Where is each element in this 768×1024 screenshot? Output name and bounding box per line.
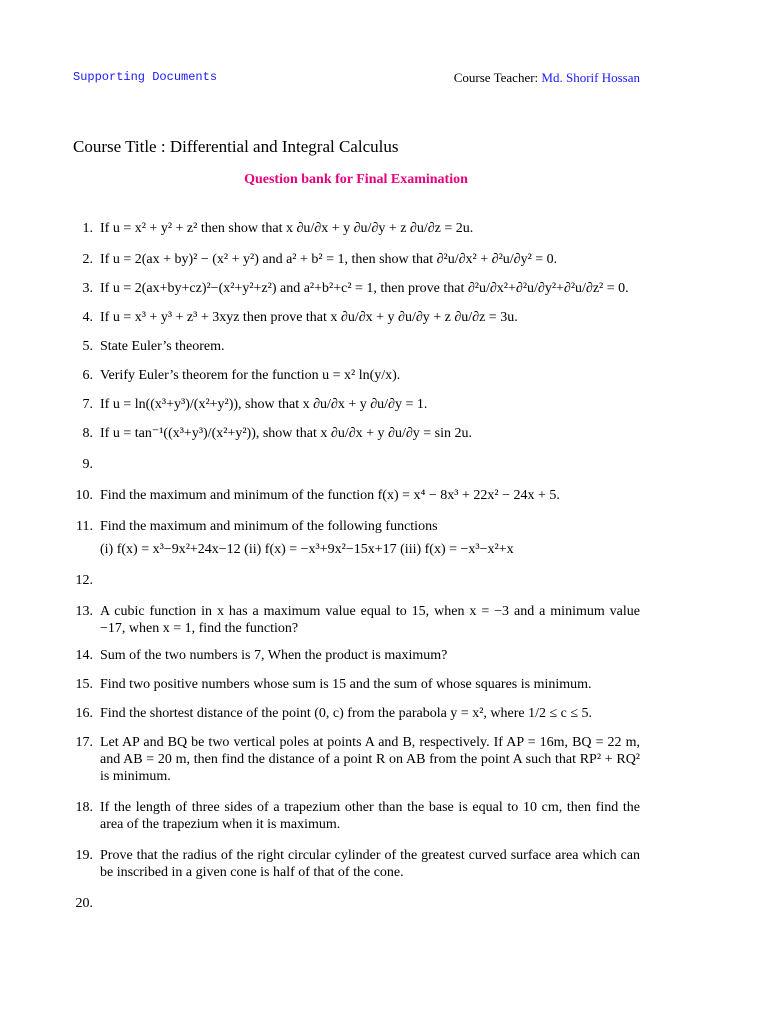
question-text: Verify Euler’s theorem for the function u = x² ln(y/x).	[100, 368, 401, 383]
question-item	[73, 603, 640, 637]
question-number: 19.	[75, 848, 93, 863]
question-item	[73, 799, 640, 833]
question-item	[73, 309, 640, 326]
question-item	[73, 456, 640, 473]
question-text: Find the shortest distance of the point (0, c) from the parabola y = x², where 1/2 ≤ c ≤ 5.	[100, 706, 593, 721]
question-item	[73, 647, 640, 664]
page-header	[73, 70, 640, 88]
question-number: 18.	[75, 800, 93, 815]
question-text	[100, 895, 640, 912]
question-number: 10.	[75, 488, 93, 503]
question-number: 8.	[82, 426, 93, 441]
question-list	[73, 220, 640, 912]
course-title: Course Title : Differential and Integral Calculus	[73, 137, 399, 156]
question-text: Find two positive numbers whose sum is 15 and the sum of whose squares is minimum.	[100, 677, 592, 692]
question-text: A cubic function in x has a maximum value equal to 15, when x = −3 and a minimum value −17, when x = 1, find the function?	[100, 604, 640, 636]
question-text	[100, 456, 640, 473]
question-number: 5.	[82, 339, 93, 354]
question-text: If the length of three sides of a trapezium other than the base is equal to 10 cm, then find the area of the trapezium when it is maximum.	[100, 800, 640, 832]
question-text: Let AP and BQ be two vertical poles at points A and B, respectively. If AP = 16m, BQ = 22 m, and AB = 20 m, then find the distance of a point R on AB from the point A such that RP² + RQ² is minimum.	[100, 735, 640, 784]
question-item	[73, 280, 640, 297]
question-number: 13.	[75, 604, 93, 619]
question-subparts: (i) f(x) = x³−9x²+24x−12 (ii) f(x) = −x³+9x²−15x+17 (iii) f(x) = −x³−x²+x	[100, 542, 514, 557]
question-item	[73, 367, 640, 384]
question-item	[73, 251, 640, 268]
question-item	[73, 734, 640, 785]
question-text: If u = tan⁻¹((x³+y³)/(x²+y²)), show that x ∂u/∂x + y ∂u/∂y = sin 2u.	[100, 426, 472, 441]
question-text: Find the maximum and minimum of the following functions	[100, 519, 438, 534]
question-text: Prove that the radius of the right circular cylinder of the greatest curved surface area which can be inscribed in a given cone is half of that of the cone.	[100, 848, 640, 880]
course-teacher	[454, 70, 640, 86]
question-item	[73, 518, 640, 558]
question-number: 9.	[82, 457, 93, 472]
course-teacher-name: Md. Shorif Hossan	[541, 70, 640, 85]
supporting-documents-label: Supporting Documents	[73, 70, 218, 84]
question-number: 7.	[82, 397, 93, 412]
question-text: Find the maximum and minimum of the function f(x) = x⁴ − 8x³ + 22x² − 24x + 5.	[100, 488, 560, 503]
question-number: 12.	[75, 573, 93, 588]
question-number: 3.	[82, 281, 93, 296]
question-item	[73, 676, 640, 693]
question-number: 6.	[82, 368, 93, 383]
question-text: State Euler’s theorem.	[100, 339, 225, 354]
question-number: 14.	[75, 648, 93, 663]
question-text: Sum of the two numbers is 7, When the product is maximum?	[100, 648, 448, 663]
question-number: 15.	[75, 677, 93, 692]
question-text: If u = ln((x³+y³)/(x²+y²)), show that x ∂u/∂x + y ∂u/∂y = 1.	[100, 397, 428, 412]
question-text: If u = x² + y² + z² then show that x ∂u/∂x + y ∂u/∂y + z ∂u/∂z = 2u.	[100, 221, 474, 236]
question-number: 11.	[76, 519, 93, 534]
question-text: If u = 2(ax+by+cz)²−(x²+y²+z²) and a²+b²+c² = 1, then prove that ∂²u/∂x²+∂²u/∂y²+∂²u/∂z² = 0.	[100, 281, 629, 296]
question-number: 1.	[82, 221, 93, 236]
question-text: If u = x³ + y³ + z³ + 3xyz then prove that x ∂u/∂x + y ∂u/∂y + z ∂u/∂z = 3u.	[100, 310, 518, 325]
question-item	[73, 705, 640, 722]
question-number: 16.	[75, 706, 93, 721]
question-item	[73, 847, 640, 881]
course-teacher-label: Course Teacher:	[453, 70, 539, 85]
question-number: 20.	[75, 896, 93, 911]
question-item	[73, 338, 640, 355]
question-item	[73, 396, 640, 413]
question-text	[100, 572, 640, 589]
question-item	[73, 487, 640, 504]
question-item	[73, 220, 640, 237]
question-text: If u = 2(ax + by)² − (x² + y²) and a² + b² = 1, then show that ∂²u/∂x² + ∂²u/∂y² = 0.	[100, 252, 558, 267]
question-item	[73, 572, 640, 589]
question-number: 2.	[82, 252, 93, 267]
question-item	[73, 425, 640, 442]
question-number: 17.	[75, 735, 93, 750]
question-item	[73, 895, 640, 912]
question-number: 4.	[82, 310, 93, 325]
page-subtitle: Question bank for Final Examination	[244, 172, 468, 187]
